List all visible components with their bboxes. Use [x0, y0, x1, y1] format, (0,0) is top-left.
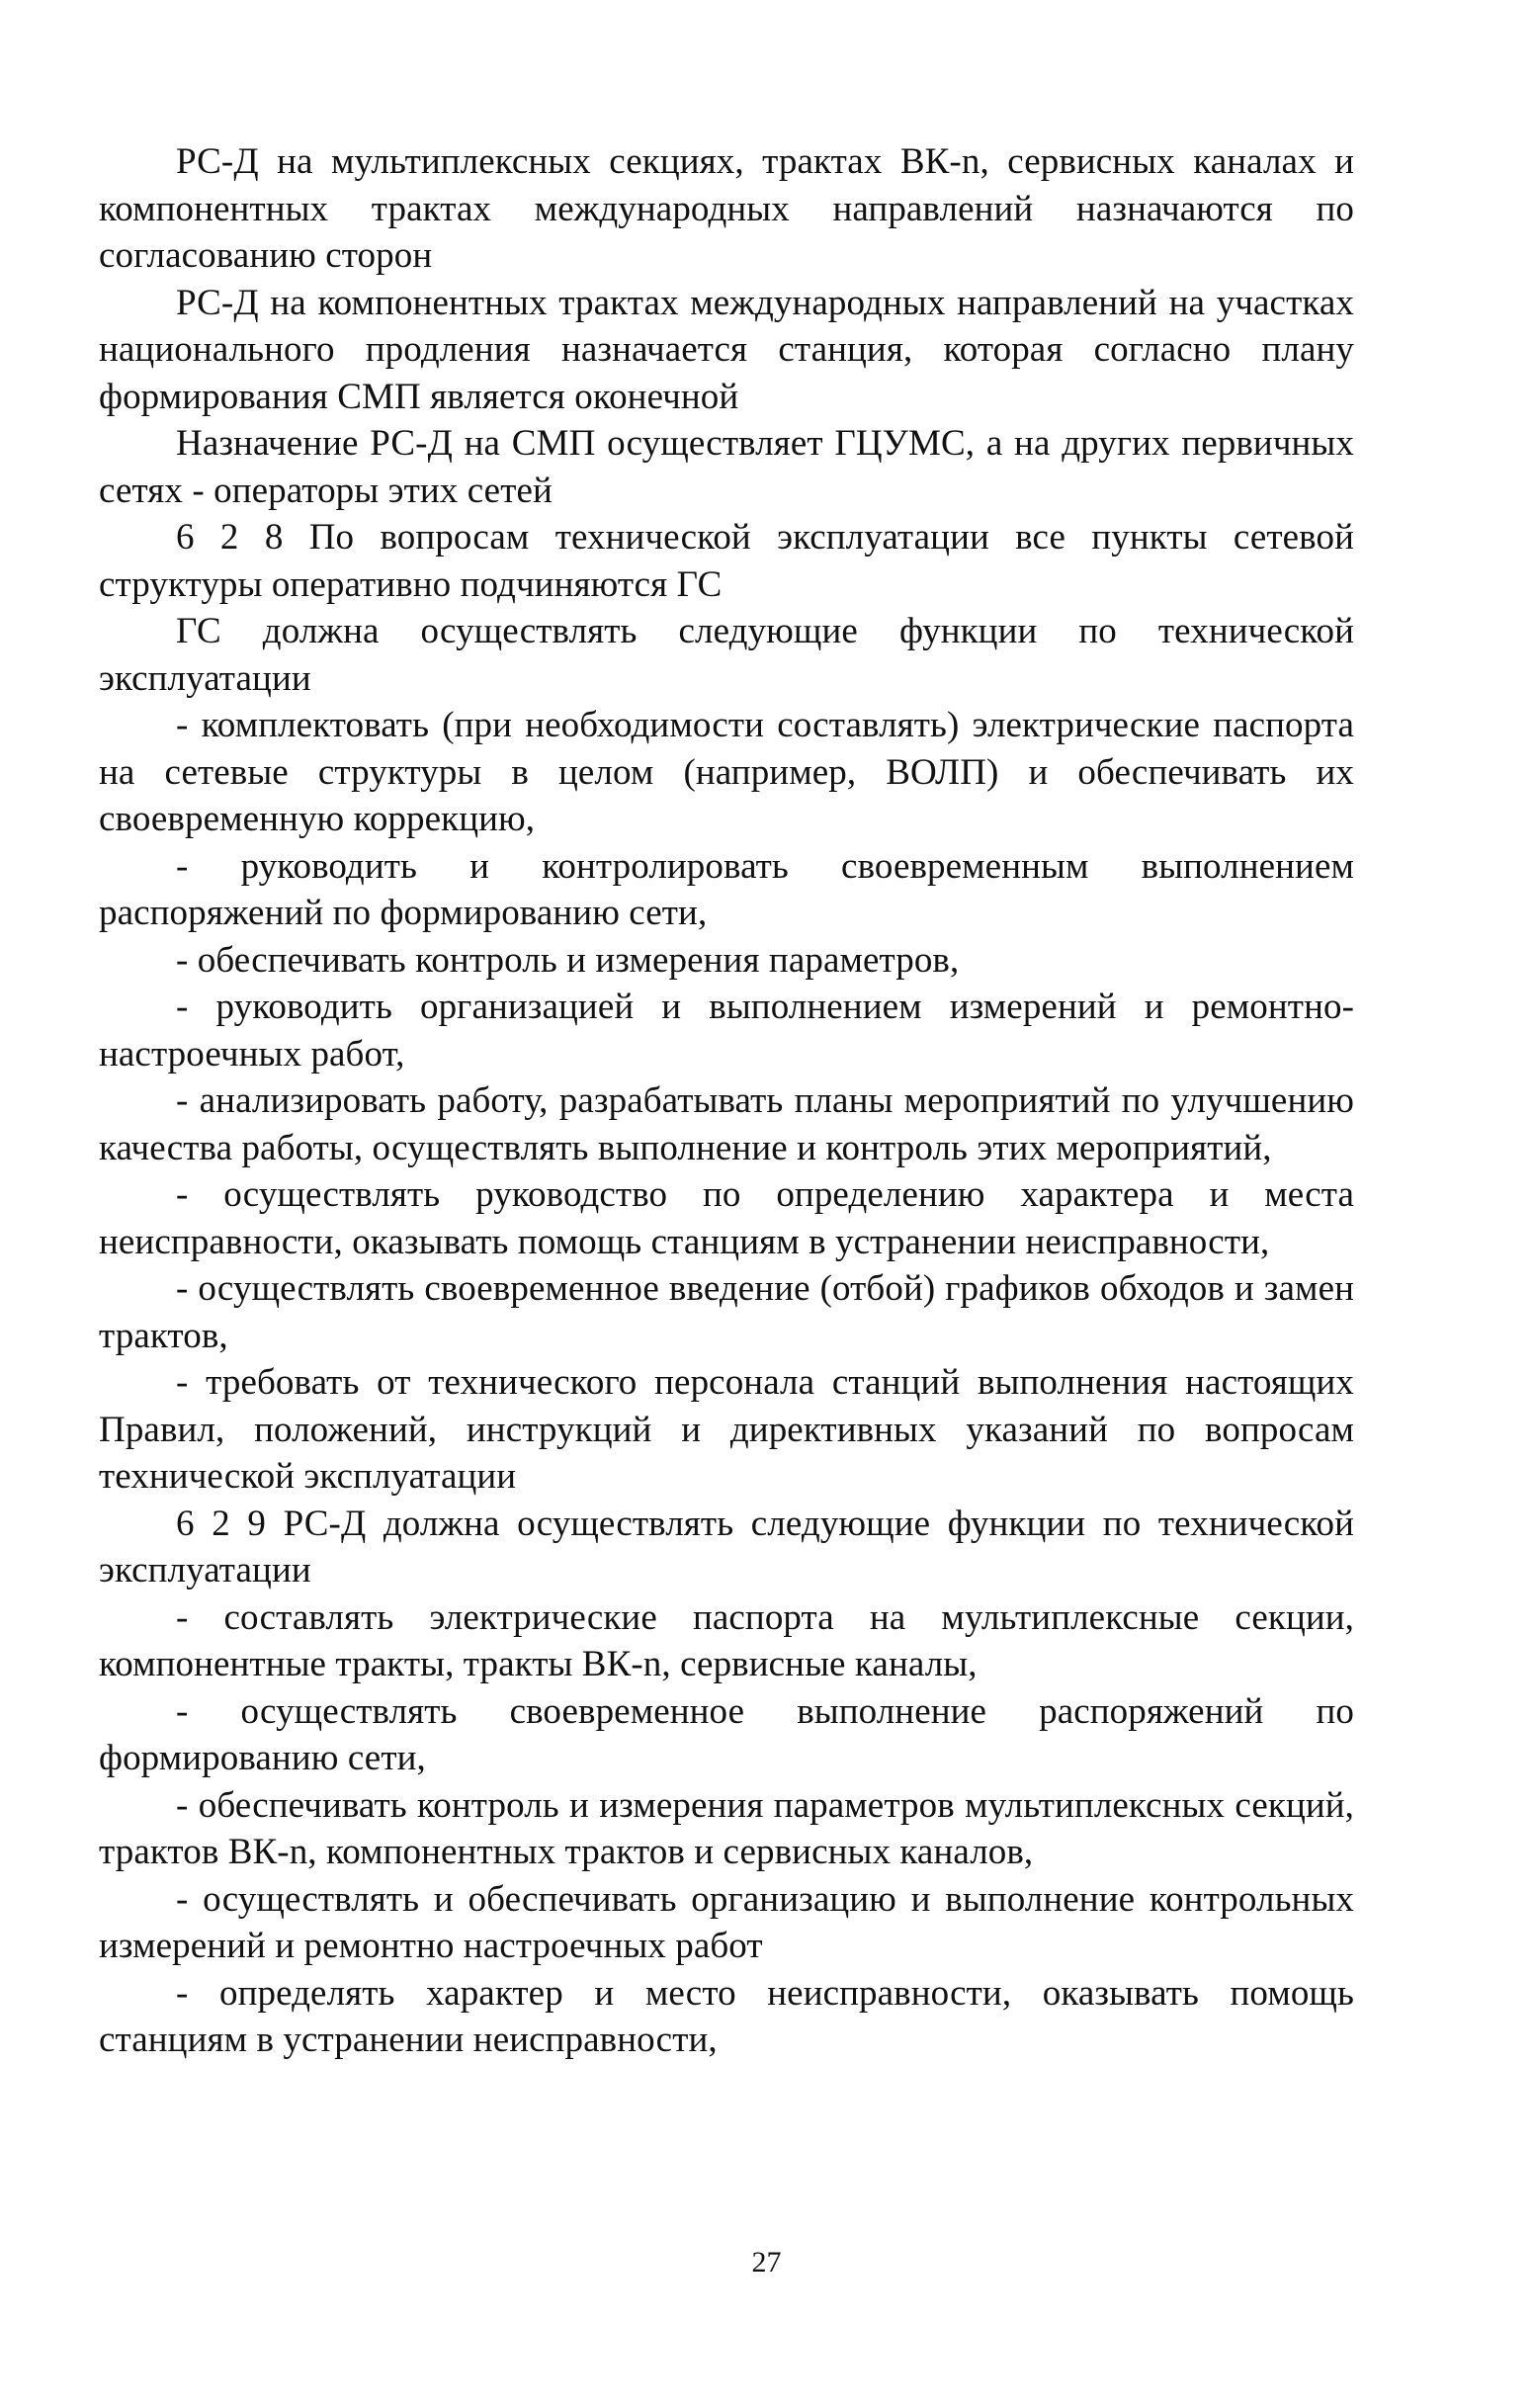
list-item: - осуществлять своевременное выполнение распоряжений по формированию сети,: [99, 1690, 1354, 1778]
list-item: - комплектовать (при необходимости составлять) электрические паспорта на сетевые структуры в целом (например, ВОЛП) и обеспечивать их своевременную коррекцию,: [99, 705, 1354, 839]
list-item: - обеспечивать контроль и измерения параметров,: [176, 939, 960, 981]
paragraph: Назначение РС-Д на СМП осуществляет ГЦУМС, а на других первичных сетях - операторы этих сетей: [99, 423, 1354, 511]
list-item: - составлять электрические паспорта на мультиплексные секции, компонентные тракты, тракты ВК-n, сервисные каналы,: [99, 1596, 1354, 1684]
list-item: - осуществлять и обеспечивать организацию и выполнение контрольных измерений и ремонтно настроечных работ: [99, 1878, 1354, 1966]
list-item: - анализировать работу, разрабатывать планы мероприятий по улучшению качества работы, осуществлять выполнение и контроль этих мероприятий,: [99, 1080, 1354, 1168]
list-item: - осуществлять руководство по определению характера и места неисправности, оказывать помощь станциям в устранении неисправности,: [99, 1174, 1354, 1262]
paragraph: 6 2 9 РС-Д должна осуществлять следующие функции по технической эксплуатации: [99, 1503, 1354, 1591]
list-item: - осуществлять своевременное введение (отбой) графиков обходов и замен трактов,: [99, 1268, 1354, 1356]
paragraph: 6 2 8 По вопросам технической эксплуатации все пункты сетевой структуры оперативно подчиняются ГС: [99, 517, 1354, 605]
paragraph: РС-Д на компонентных трактах международных направлений на участках национального продления назначается станция, которая согласно плану формирования СМП является оконечной: [99, 282, 1354, 417]
list-item: - требовать от технического персонала станций выполнения настоящих Правил, положений, инструкций и директивных указаний по вопросам технической эксплуатации: [99, 1362, 1354, 1497]
list-item: - обеспечивать контроль и измерения параметров мультиплексных секций, трактов ВК-n, компонентных трактов и сервисных каналов,: [99, 1784, 1354, 1872]
paragraph: ГС должна осуществлять следующие функции по технической эксплуатации: [99, 611, 1354, 699]
paragraph: РС-Д на мультиплексных секциях, трактах ВК-n, сервисных каналах и компонентных трактах международных направлений назначаются по согласованию сторон: [99, 141, 1354, 276]
list-item: - руководить организацией и выполнением измерений и ремонтно-настроечных работ,: [99, 987, 1354, 1075]
list-item: - руководить и контролировать своевременным выполнением распоряжений по формированию сети,: [99, 845, 1354, 933]
page-number: 27: [751, 2246, 782, 2279]
document-body: [99, 138, 1354, 2064]
list-item: - определять характер и место неисправности, оказывать помощь станциям в устранении неисправности,: [99, 1972, 1354, 2060]
